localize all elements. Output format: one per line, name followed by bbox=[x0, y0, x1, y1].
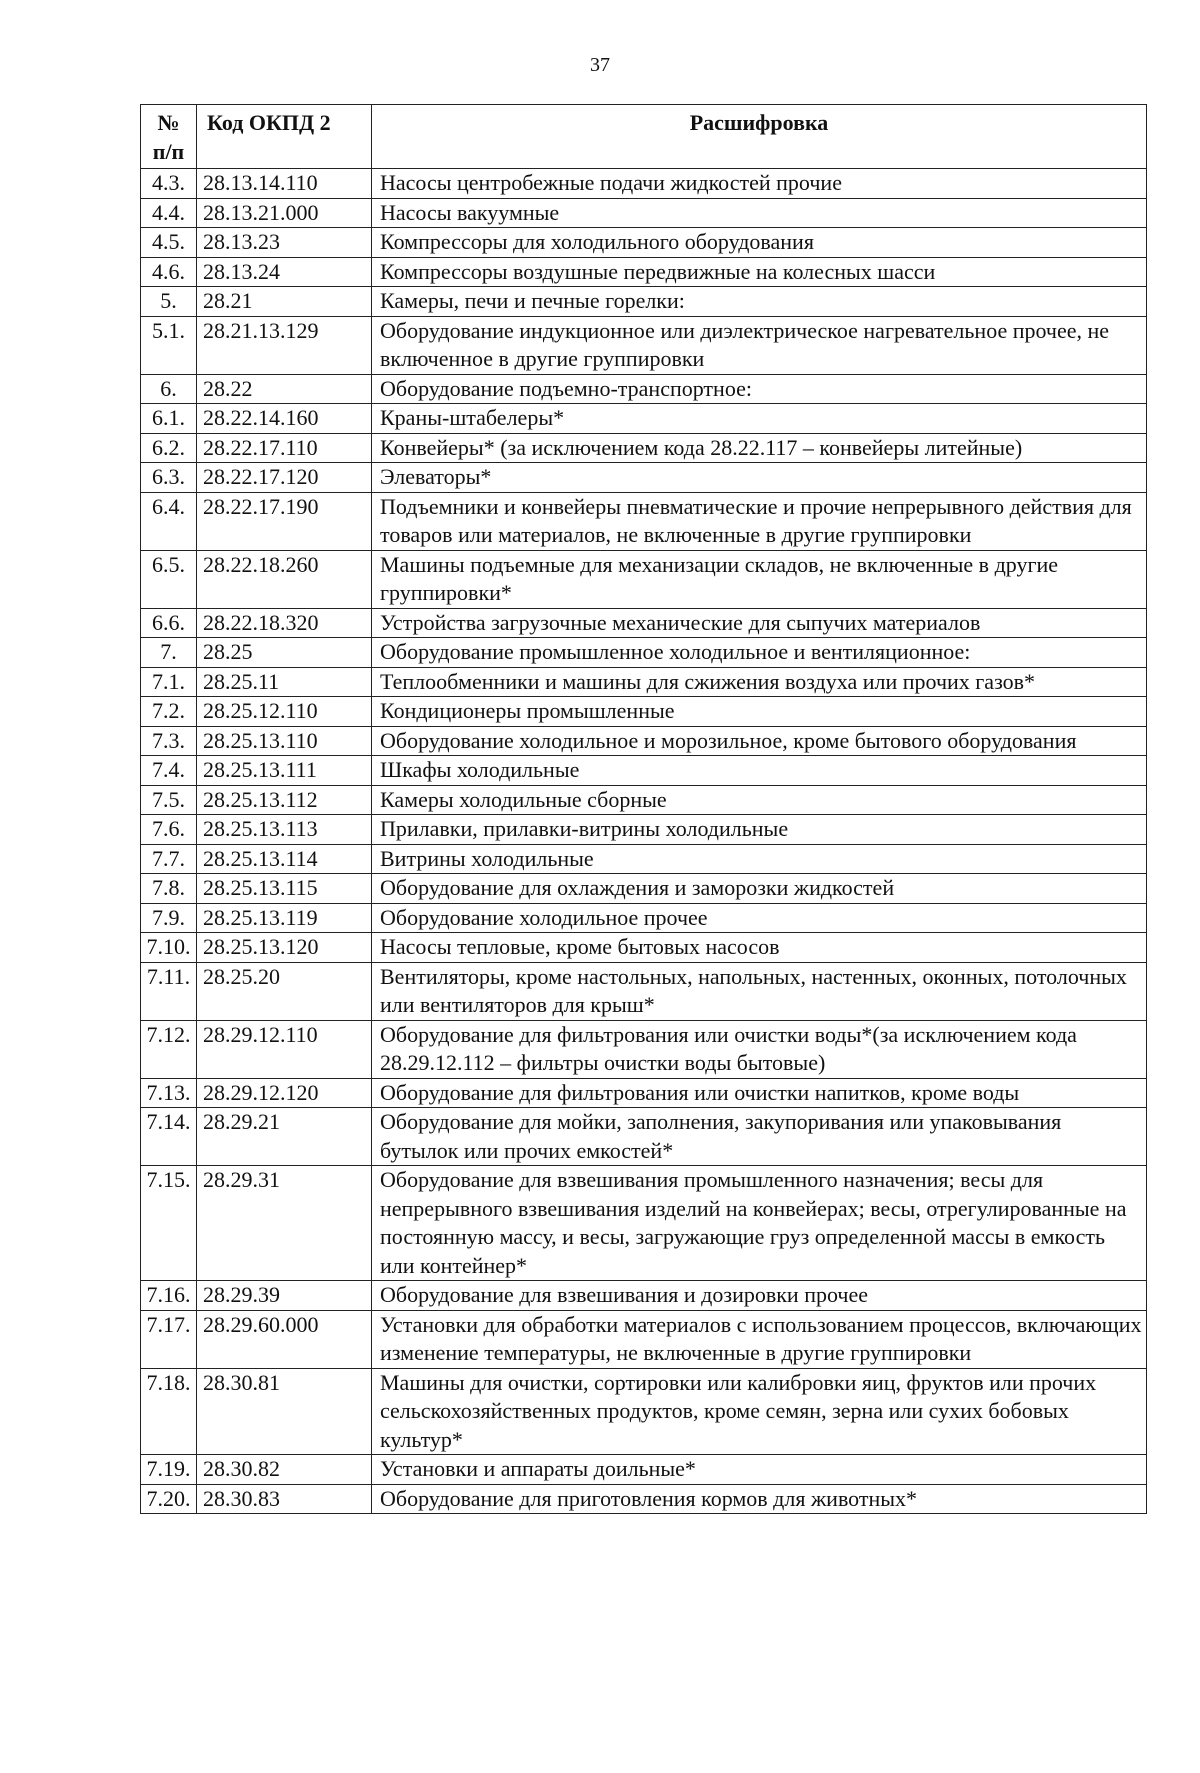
row-code-cell: 28.13.14.110 bbox=[197, 169, 372, 199]
row-number-cell: 7.12. bbox=[141, 1020, 197, 1078]
row-number-cell: 7.3. bbox=[141, 726, 197, 756]
row-number-cell: 6.5. bbox=[141, 550, 197, 608]
table-row bbox=[141, 433, 1147, 463]
row-number-cell: 7.11. bbox=[141, 962, 197, 1020]
table-row bbox=[141, 228, 1147, 258]
row-number-cell: 6.2. bbox=[141, 433, 197, 463]
row-description-cell: Краны-штабелеры* bbox=[372, 404, 1147, 434]
row-number-cell: 6.1. bbox=[141, 404, 197, 434]
table-row bbox=[141, 638, 1147, 668]
row-code-cell: 28.29.12.110 bbox=[197, 1020, 372, 1078]
row-description-cell: Оборудование для фильтрования или очистки воды*(за исключением кода 28.29.12.112 – фильтры очистки воды бытовые) bbox=[372, 1020, 1147, 1078]
row-description-cell: Оборудование промышленное холодильное и вентиляционное: bbox=[372, 638, 1147, 668]
row-code-cell: 28.22.17.110 bbox=[197, 433, 372, 463]
row-description-cell: Оборудование для взвешивания и дозировки прочее bbox=[372, 1281, 1147, 1311]
table-row bbox=[141, 316, 1147, 374]
row-code-cell: 28.25.13.112 bbox=[197, 785, 372, 815]
table-row bbox=[141, 962, 1147, 1020]
row-code-cell: 28.22.17.120 bbox=[197, 463, 372, 493]
row-number-cell: 7.18. bbox=[141, 1368, 197, 1455]
row-description-cell: Вентиляторы, кроме настольных, напольных, настенных, оконных, потолочных или вентиляторов для крыш* bbox=[372, 962, 1147, 1020]
table-row bbox=[141, 1455, 1147, 1485]
table-row bbox=[141, 374, 1147, 404]
row-code-cell: 28.25.11 bbox=[197, 667, 372, 697]
header-code: Код ОКПД 2 bbox=[197, 105, 372, 169]
row-description-cell: Устройства загрузочные механические для сыпучих материалов bbox=[372, 608, 1147, 638]
row-number-cell: 7.14. bbox=[141, 1108, 197, 1166]
row-code-cell: 28.25.13.119 bbox=[197, 903, 372, 933]
row-description-cell: Подъемники и конвейеры пневматические и прочие непрерывного действия для товаров или материалов, не включенные в другие группировки bbox=[372, 492, 1147, 550]
row-description-cell: Витрины холодильные bbox=[372, 844, 1147, 874]
row-code-cell: 28.29.39 bbox=[197, 1281, 372, 1311]
row-code-cell: 28.25.20 bbox=[197, 962, 372, 1020]
okpd-table bbox=[140, 104, 1147, 1514]
table-row bbox=[141, 1166, 1147, 1281]
table-row bbox=[141, 903, 1147, 933]
header-description: Расшифровка bbox=[372, 105, 1147, 169]
row-code-cell: 28.29.21 bbox=[197, 1108, 372, 1166]
table-row bbox=[141, 257, 1147, 287]
row-code-cell: 28.13.23 bbox=[197, 228, 372, 258]
table-row bbox=[141, 463, 1147, 493]
row-description-cell: Теплообменники и машины для сжижения воздуха или прочих газов* bbox=[372, 667, 1147, 697]
row-description-cell: Оборудование подъемно-транспортное: bbox=[372, 374, 1147, 404]
row-code-cell: 28.25.12.110 bbox=[197, 697, 372, 727]
header-number-symbol: № bbox=[157, 110, 180, 135]
row-code-cell: 28.25.13.111 bbox=[197, 756, 372, 786]
row-code-cell: 28.30.83 bbox=[197, 1484, 372, 1514]
table-row bbox=[141, 1078, 1147, 1108]
row-description-cell: Камеры, печи и печные горелки: bbox=[372, 287, 1147, 317]
row-code-cell: 28.22 bbox=[197, 374, 372, 404]
row-number-cell: 7.17. bbox=[141, 1310, 197, 1368]
row-description-cell: Машины подъемные для механизации складов, не включенные в другие группировки* bbox=[372, 550, 1147, 608]
row-code-cell: 28.25.13.114 bbox=[197, 844, 372, 874]
row-number-cell: 4.6. bbox=[141, 257, 197, 287]
row-number-cell: 7.13. bbox=[141, 1078, 197, 1108]
row-description-cell: Оборудование холодильное прочее bbox=[372, 903, 1147, 933]
row-code-cell: 28.21 bbox=[197, 287, 372, 317]
row-number-cell: 7.4. bbox=[141, 756, 197, 786]
table-body bbox=[141, 169, 1147, 1514]
table-row bbox=[141, 697, 1147, 727]
row-description-cell: Машины для очистки, сортировки или калибровки яиц, фруктов или прочих сельскохозяйственных продуктов, кроме семян, зерна или сухих бобовых культур* bbox=[372, 1368, 1147, 1455]
table-row bbox=[141, 1281, 1147, 1311]
row-description-cell: Оборудование для взвешивания промышленного назначения; весы для непрерывного взвешивания изделий на конвейерах; весы, отрегулированные на постоянную массу, и весы, загружающие груз определенной массы в емкость или контейнер* bbox=[372, 1166, 1147, 1281]
row-number-cell: 7.1. bbox=[141, 667, 197, 697]
row-code-cell: 28.22.14.160 bbox=[197, 404, 372, 434]
table-row bbox=[141, 169, 1147, 199]
row-number-cell: 5.1. bbox=[141, 316, 197, 374]
table-row bbox=[141, 550, 1147, 608]
row-code-cell: 28.29.12.120 bbox=[197, 1078, 372, 1108]
row-description-cell: Компрессоры для холодильного оборудования bbox=[372, 228, 1147, 258]
table-row bbox=[141, 815, 1147, 845]
table-row bbox=[141, 608, 1147, 638]
row-code-cell: 28.29.60.000 bbox=[197, 1310, 372, 1368]
table-row bbox=[141, 785, 1147, 815]
row-description-cell: Шкафы холодильные bbox=[372, 756, 1147, 786]
table-row bbox=[141, 756, 1147, 786]
row-number-cell: 6. bbox=[141, 374, 197, 404]
row-code-cell: 28.21.13.129 bbox=[197, 316, 372, 374]
row-code-cell: 28.25.13.113 bbox=[197, 815, 372, 845]
table-row bbox=[141, 726, 1147, 756]
header-number bbox=[141, 105, 197, 169]
row-code-cell: 28.22.17.190 bbox=[197, 492, 372, 550]
row-code-cell: 28.25.13.110 bbox=[197, 726, 372, 756]
row-number-cell: 7.6. bbox=[141, 815, 197, 845]
table-row bbox=[141, 844, 1147, 874]
row-number-cell: 7.19. bbox=[141, 1455, 197, 1485]
row-description-cell: Оборудование холодильное и морозильное, кроме бытового оборудования bbox=[372, 726, 1147, 756]
row-code-cell: 28.22.18.260 bbox=[197, 550, 372, 608]
row-description-cell: Насосы вакуумные bbox=[372, 198, 1147, 228]
row-description-cell: Оборудование индукционное или диэлектрическое нагревательное прочее, не включенное в другие группировки bbox=[372, 316, 1147, 374]
row-code-cell: 28.30.82 bbox=[197, 1455, 372, 1485]
table-row bbox=[141, 404, 1147, 434]
row-description-cell: Насосы центробежные подачи жидкостей прочие bbox=[372, 169, 1147, 199]
row-number-cell: 7.7. bbox=[141, 844, 197, 874]
table-row bbox=[141, 1020, 1147, 1078]
row-description-cell: Компрессоры воздушные передвижные на колесных шасси bbox=[372, 257, 1147, 287]
row-number-cell: 7.10. bbox=[141, 933, 197, 963]
table-row bbox=[141, 933, 1147, 963]
table-row bbox=[141, 198, 1147, 228]
row-description-cell: Кондиционеры промышленные bbox=[372, 697, 1147, 727]
row-code-cell: 28.13.21.000 bbox=[197, 198, 372, 228]
row-number-cell: 7.15. bbox=[141, 1166, 197, 1281]
row-description-cell: Оборудование для приготовления кормов для животных* bbox=[372, 1484, 1147, 1514]
row-number-cell: 6.6. bbox=[141, 608, 197, 638]
table-row bbox=[141, 1484, 1147, 1514]
row-description-cell: Установки и аппараты доильные* bbox=[372, 1455, 1147, 1485]
row-number-cell: 5. bbox=[141, 287, 197, 317]
row-code-cell: 28.25.13.120 bbox=[197, 933, 372, 963]
row-number-cell: 4.5. bbox=[141, 228, 197, 258]
table-row bbox=[141, 667, 1147, 697]
row-number-cell: 7.16. bbox=[141, 1281, 197, 1311]
row-description-cell: Установки для обработки материалов с использованием процессов, включающих изменение температуры, не включенные в другие группировки bbox=[372, 1310, 1147, 1368]
row-description-cell: Насосы тепловые, кроме бытовых насосов bbox=[372, 933, 1147, 963]
table-row bbox=[141, 492, 1147, 550]
row-code-cell: 28.25.13.115 bbox=[197, 874, 372, 904]
row-description-cell: Прилавки, прилавки-витрины холодильные bbox=[372, 815, 1147, 845]
row-code-cell: 28.22.18.320 bbox=[197, 608, 372, 638]
row-code-cell: 28.13.24 bbox=[197, 257, 372, 287]
row-description-cell: Оборудование для охлаждения и заморозки жидкостей bbox=[372, 874, 1147, 904]
table-row bbox=[141, 1310, 1147, 1368]
table-row bbox=[141, 1368, 1147, 1455]
row-number-cell: 4.3. bbox=[141, 169, 197, 199]
row-description-cell: Оборудование для мойки, заполнения, закупоривания или упаковывания бутылок или прочих емкостей* bbox=[372, 1108, 1147, 1166]
table-row bbox=[141, 1108, 1147, 1166]
row-description-cell: Конвейеры* (за исключением кода 28.22.117 – конвейеры литейные) bbox=[372, 433, 1147, 463]
table-row bbox=[141, 874, 1147, 904]
row-number-cell: 7.5. bbox=[141, 785, 197, 815]
row-description-cell: Элеваторы* bbox=[372, 463, 1147, 493]
row-number-cell: 6.4. bbox=[141, 492, 197, 550]
row-number-cell: 4.4. bbox=[141, 198, 197, 228]
row-number-cell: 7.9. bbox=[141, 903, 197, 933]
row-number-cell: 6.3. bbox=[141, 463, 197, 493]
row-description-cell: Оборудование для фильтрования или очистки напитков, кроме воды bbox=[372, 1078, 1147, 1108]
row-number-cell: 7. bbox=[141, 638, 197, 668]
table-row bbox=[141, 287, 1147, 317]
row-description-cell: Камеры холодильные сборные bbox=[372, 785, 1147, 815]
page-number: 37 bbox=[590, 54, 610, 76]
table-header-row bbox=[141, 105, 1147, 169]
row-number-cell: 7.2. bbox=[141, 697, 197, 727]
row-code-cell: 28.25 bbox=[197, 638, 372, 668]
row-code-cell: 28.30.81 bbox=[197, 1368, 372, 1455]
header-number-abbr: п/п bbox=[152, 138, 185, 164]
row-number-cell: 7.20. bbox=[141, 1484, 197, 1514]
row-code-cell: 28.29.31 bbox=[197, 1166, 372, 1281]
row-number-cell: 7.8. bbox=[141, 874, 197, 904]
